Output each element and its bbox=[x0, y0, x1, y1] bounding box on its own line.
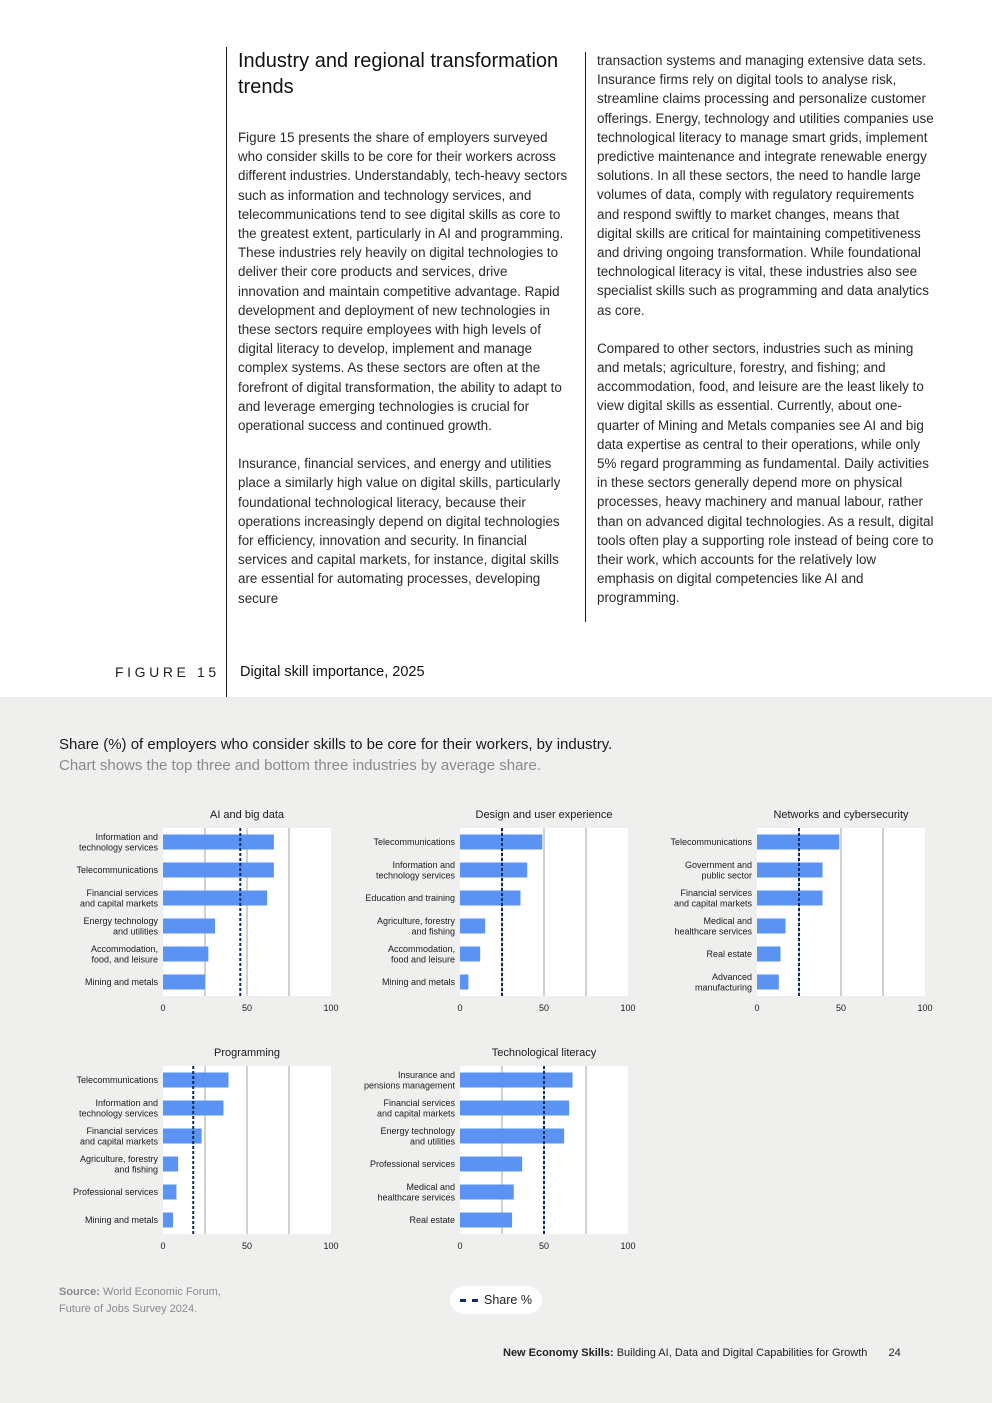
paragraph: Insurance, financial services, and energy and utilities place a similarly high value on digital skills, particularly foundational technological literacy, because their operations increasingly depend on digital technologies for efficiency, innovation and security. In financial services and capital markets, for instance, digital skills are essential for automating processes, developing secure bbox=[238, 456, 561, 606]
tick-label: 0 bbox=[457, 1003, 463, 1013]
category-label: Real estate bbox=[409, 1215, 455, 1225]
dashed-line-icon bbox=[460, 1299, 478, 1302]
footer-report-title: Building AI, Data and Digital Capabilities for Growth bbox=[616, 1347, 868, 1359]
bar bbox=[163, 947, 208, 962]
source-note bbox=[59, 1284, 221, 1318]
category-label: Medical and healthcare services bbox=[377, 1181, 455, 1203]
category-label: Mining and metals bbox=[381, 977, 455, 987]
category-label: Financial services and capital markets bbox=[79, 1125, 158, 1147]
bar bbox=[163, 1129, 202, 1144]
tick-label: 100 bbox=[917, 1003, 933, 1013]
bar bbox=[460, 1073, 573, 1088]
page-number: 24 bbox=[888, 1347, 901, 1359]
category-label: Information and technology services bbox=[78, 1097, 158, 1119]
figure-label: FIGURE 15 bbox=[115, 664, 220, 680]
bar bbox=[460, 1129, 564, 1144]
chart-title: Networks and cybersecurity bbox=[773, 809, 909, 821]
category-label: Government and public sector bbox=[684, 859, 752, 881]
category-label: Financial services and capital markets bbox=[673, 887, 752, 909]
category-label: Financial services and capital markets bbox=[376, 1097, 455, 1119]
category-label: Mining and metals bbox=[84, 977, 158, 987]
bar bbox=[460, 863, 527, 878]
bar bbox=[757, 947, 781, 962]
tick-label: 0 bbox=[457, 1241, 463, 1251]
page-footer bbox=[503, 1347, 901, 1359]
bar bbox=[163, 919, 215, 934]
tick-label: 100 bbox=[323, 1241, 339, 1251]
chart-svg bbox=[40, 1042, 340, 1252]
category-label: Agriculture, forestry and fishing bbox=[79, 1153, 158, 1175]
chart-svg bbox=[40, 804, 340, 1014]
bar bbox=[163, 1213, 173, 1228]
chart-title: Technological literacy bbox=[491, 1047, 597, 1059]
category-label: Mining and metals bbox=[84, 1215, 158, 1225]
paragraph: Figure 15 presents the share of employers surveyed who consider skills to be core for their workers across different industries. Understandably, tech-heavy sectors such as information and technology services, and telecommunications tend to see digital skills as core to the greatest extent, particularly in AI and programming. These industries rely heavily on digital technologies to deliver their core products and services, drive innovation and maintain competitive advantage. Rapid development and deployment of new technologies in these sectors require employees with high levels of digital literacy to develop, implement and manage complex systems. As these sectors are often at the forefront of digital transformation, the ability to adapt to and leverage emerging technologies is crucial for operational success and continued growth. bbox=[238, 130, 568, 434]
section-title: Industry and regional transformation trends bbox=[238, 50, 559, 98]
category-label: Advanced manufacturing bbox=[694, 971, 752, 993]
bar bbox=[757, 863, 823, 878]
figure-title: Digital skill importance, 2025 bbox=[240, 664, 425, 680]
tick-label: 100 bbox=[620, 1003, 636, 1013]
tick-label: 50 bbox=[835, 1003, 847, 1013]
bar bbox=[163, 1185, 176, 1200]
chart-svg bbox=[337, 804, 637, 1014]
tick-label: 100 bbox=[620, 1241, 636, 1251]
bar bbox=[460, 835, 542, 850]
bar bbox=[163, 1073, 229, 1088]
bar bbox=[460, 947, 480, 962]
chart-svg bbox=[337, 1042, 637, 1252]
source-text-2: Future of Jobs Survey 2024. bbox=[59, 1303, 198, 1315]
category-label: Accommodation, food and leisure bbox=[387, 943, 455, 965]
bar bbox=[163, 975, 205, 990]
chart-title: Design and user experience bbox=[475, 809, 613, 821]
category-label: Real estate bbox=[706, 949, 752, 959]
bar bbox=[460, 1185, 514, 1200]
bar bbox=[163, 1157, 178, 1172]
category-label: Medical and healthcare services bbox=[674, 915, 752, 937]
category-label: Accommodation, food, and leisure bbox=[90, 943, 158, 965]
paragraph: transaction systems and managing extensive data sets. Insurance firms rely on digital tools to analyse risk, streamline claims processing and personalize customer offerings. Energy, technology and utilities companies use technological literacy to manage smart grids, implement predictive maintenance and integrate renewable energy solutions. In all these sectors, the need to handle large volumes of data, comply with regulatory requirements and respond swiftly to market changes, means that digital skills are critical for maintaining competitiveness and driving ongoing transformation. While foundational technological literacy is vital, these industries also see specialist skills such as programming and data analytics as core. bbox=[597, 53, 934, 318]
tick-label: 50 bbox=[538, 1241, 550, 1251]
bar bbox=[460, 1101, 569, 1116]
category-label: Telecommunications bbox=[76, 1075, 158, 1085]
source-label: Source: bbox=[59, 1286, 100, 1298]
tick-label: 50 bbox=[241, 1003, 253, 1013]
figure-heading: Share (%) of employers who consider skills to be core for their workers, by industry. bbox=[59, 736, 613, 753]
chart-networks-cybersecurity bbox=[634, 804, 934, 1014]
category-label: Education and training bbox=[365, 893, 455, 903]
category-label: Financial services and capital markets bbox=[79, 887, 158, 909]
left-column bbox=[238, 128, 572, 627]
tick-label: 0 bbox=[754, 1003, 760, 1013]
source-text: World Economic Forum, bbox=[103, 1286, 221, 1298]
figure-subheading: Chart shows the top three and bottom three industries by average share. bbox=[59, 757, 541, 774]
chart-ai-big-data bbox=[40, 804, 340, 1014]
right-column bbox=[597, 51, 935, 627]
bar bbox=[757, 835, 839, 850]
paragraph: Compared to other sectors, industries such as mining and metals; agriculture, forestry, and fishing; and accommodation, food, and leisure are the least likely to view digital skills as essential. Currently, about one-quarter of Mining and Metals companies see AI and big data expertise as central to their operations, while only 5% regard programming as fundamental. Daily activities in these sectors generally depend more on physical processes, heavy machinery and manual labour, rather than on advanced digital technologies. As a result, digital tools often play a supporting role instead of being core to their work, which accounts for the relatively low emphasis on digital competencies like AI and programming. bbox=[597, 340, 934, 606]
category-label: Information and technology services bbox=[78, 831, 158, 853]
left-divider bbox=[226, 47, 227, 697]
category-label: Professional services bbox=[369, 1159, 455, 1169]
footer-report-name: New Economy Skills: bbox=[503, 1347, 614, 1359]
chart-technological-literacy bbox=[337, 1042, 637, 1252]
category-label: Telecommunications bbox=[76, 865, 158, 875]
chart-svg bbox=[634, 804, 934, 1014]
column-divider bbox=[585, 52, 586, 622]
bar bbox=[757, 919, 786, 934]
category-label: Professional services bbox=[72, 1187, 158, 1197]
legend bbox=[450, 1286, 542, 1314]
bar bbox=[163, 835, 274, 850]
category-label: Energy technology and utilities bbox=[83, 915, 158, 937]
chart-title: AI and big data bbox=[209, 809, 285, 821]
category-label: Energy technology and utilities bbox=[380, 1125, 455, 1147]
bar bbox=[757, 975, 779, 990]
chart-design-ux bbox=[337, 804, 637, 1014]
category-label: Information and technology services bbox=[375, 859, 455, 881]
bar bbox=[460, 1213, 512, 1228]
category-label: Agriculture, forestry and fishing bbox=[376, 915, 455, 937]
category-label: Telecommunications bbox=[670, 837, 752, 847]
tick-label: 50 bbox=[538, 1003, 550, 1013]
bar bbox=[460, 891, 520, 906]
bar bbox=[460, 919, 485, 934]
bar bbox=[757, 891, 823, 906]
bar bbox=[163, 891, 267, 906]
bar bbox=[163, 863, 274, 878]
bar bbox=[460, 1157, 522, 1172]
category-label: Telecommunications bbox=[373, 837, 455, 847]
chart-title: Programming bbox=[213, 1047, 281, 1059]
tick-label: 100 bbox=[323, 1003, 339, 1013]
tick-label: 0 bbox=[160, 1241, 166, 1251]
category-label: Insurance and pensions management bbox=[363, 1069, 455, 1091]
bar bbox=[460, 975, 468, 990]
tick-label: 50 bbox=[241, 1241, 253, 1251]
chart-programming bbox=[40, 1042, 340, 1252]
legend-label: Share % bbox=[484, 1293, 532, 1307]
tick-label: 0 bbox=[160, 1003, 166, 1013]
